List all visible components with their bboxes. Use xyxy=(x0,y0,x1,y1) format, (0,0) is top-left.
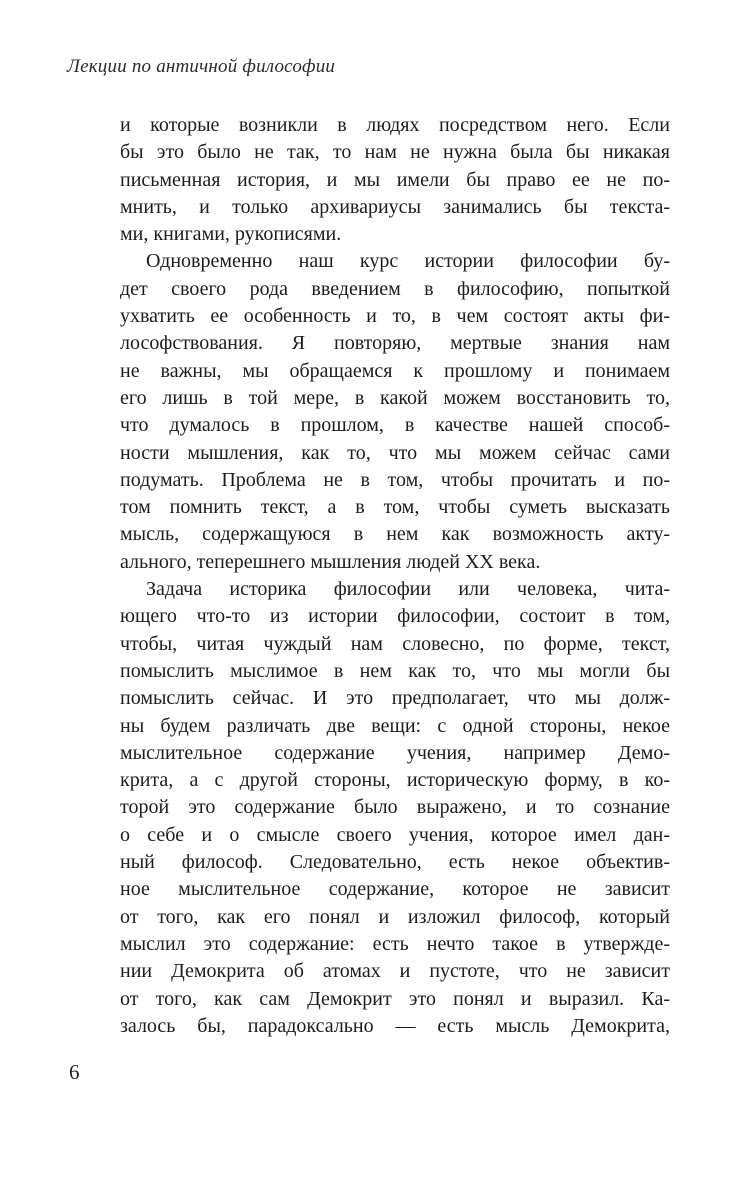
text-line: крита, а с другой стороны, историческую форму, в ко- xyxy=(120,769,670,792)
text-line: Одновременно наш курс истории философии бу- xyxy=(146,250,670,273)
text-line: мысль, содержащуюся в нем как возможность акту- xyxy=(120,523,670,546)
text-line: что думалось в прошлом, в качестве нашей способ- xyxy=(120,414,670,437)
text-line: письменная история, и мы имели бы право ее не по- xyxy=(120,168,670,191)
text-line: торой это содержание было выражено, и то сознание xyxy=(120,796,670,819)
text-line: и которые возникли в людях посредством него. Если xyxy=(120,114,670,136)
text-line: ухватить ее особенность и то, в чем состоят акты фи- xyxy=(120,305,670,328)
text-line: залось бы, парадоксально — есть мысль Демокрита, xyxy=(120,1014,670,1037)
paragraph xyxy=(120,576,670,1040)
text-line: ности мышления, как то, что мы можем сейчас сами xyxy=(120,441,670,464)
text-line: от того, как его понял и изложил философ, который xyxy=(120,905,670,928)
text-line: Задача историка философии или человека, чита- xyxy=(146,578,670,601)
text-line: нии Демокрита об атомах и пустоте, что не зависит xyxy=(120,960,670,983)
text-line: ный философ. Следовательно, есть некое объектив- xyxy=(120,851,670,874)
text-line: помыслить сейчас. И это предполагает, что мы долж- xyxy=(120,687,670,710)
text-line: бы это было не так, то нам не нужна была бы никакая xyxy=(120,141,670,164)
text-line: о себе и о смысле своего учения, которое имел дан- xyxy=(120,823,670,846)
paragraph xyxy=(120,248,670,576)
text-line: мнить, и только архивариусы занимались бы текста- xyxy=(120,195,670,218)
running-header: Лекции по античной философии xyxy=(67,56,336,77)
text-line: лософствования. Я повторяю, мертвые знания нам xyxy=(120,332,670,355)
text-line: том помнить текст, а в том, чтобы суметь высказать xyxy=(120,496,670,519)
text-line: ющего что-то из истории философии, состоит в том, xyxy=(120,605,670,628)
body-text xyxy=(120,112,670,1040)
text-line: дет своего рода введением в философию, попыткой xyxy=(120,277,670,300)
text-line: мыслительное содержание учения, например Демо- xyxy=(120,741,670,764)
text-line: от того, как сам Демокрит это понял и выразил. Ка- xyxy=(120,987,670,1010)
text-line: подумать. Проблема не в том, чтобы прочитать и по- xyxy=(120,468,670,491)
paragraph xyxy=(120,112,670,248)
text-line: помыслить мыслимое в нем как то, что мы могли бы xyxy=(120,659,670,682)
text-line: ального, теперешнего мышления людей XX века. xyxy=(120,550,541,573)
text-line: ное мыслительное содержание, которое не зависит xyxy=(120,878,670,901)
text-line: не важны, мы обращаемся к прошлому и понимаем xyxy=(120,359,670,382)
text-line: его лишь в той мере, в какой можем восстановить то, xyxy=(120,386,670,409)
text-line: чтобы, читая чуждый нам словесно, по форме, текст, xyxy=(120,632,670,655)
text-line: мыслил это содержание: есть нечто такое в утвержде- xyxy=(120,932,670,955)
page-number: 6 xyxy=(69,1060,80,1084)
text-line: ны будем различать две вещи: с одной стороны, некое xyxy=(120,714,670,737)
text-line: ми, книгами, рукописями. xyxy=(120,223,342,246)
